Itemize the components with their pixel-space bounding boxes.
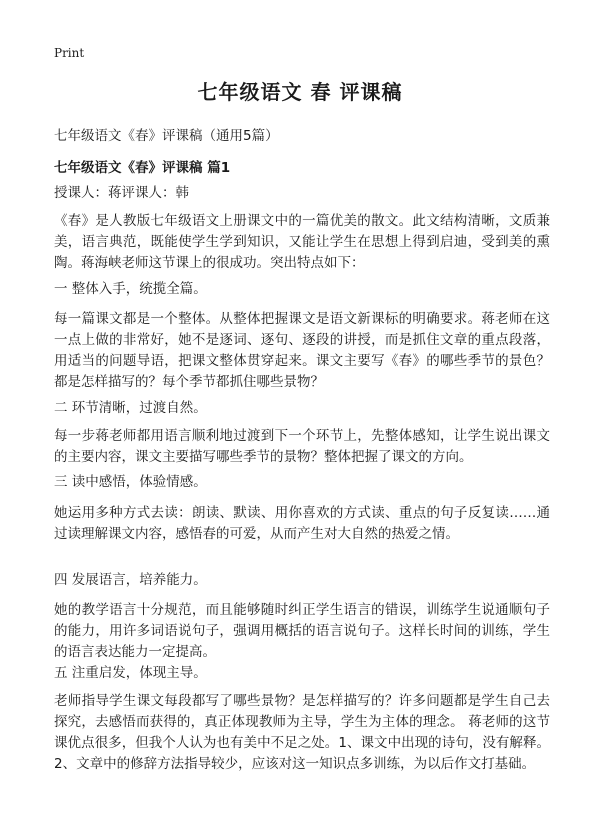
document-subtitle: 七年级语文《春》评课稿（通用5篇） (54, 128, 279, 144)
point-heading: 三 读中感悟，体验情感。 (54, 474, 207, 490)
document-title: 七年级语文 春 评课稿 (197, 80, 403, 104)
section-heading: 七年级语文《春》评课稿 篇1 (54, 160, 231, 176)
credit-line: 授课人：蒋评课人：韩 (54, 185, 189, 201)
point-heading: 一 整体入手，统揽全篇。 (54, 281, 207, 297)
point-paragraph: 每一步蒋老师都用语言顺利地过渡到下一个环节上，先整体感知，让学生说出课文的主要内容，课文主要描写哪些季节的景物？整体把握了课文的方向。 (54, 428, 550, 465)
point-heading: 二 环节清晰，过渡自然。 (54, 400, 207, 416)
point-paragraph: 她运用多种方式去读：朗读、默读、用你喜欢的方式读、重点的句子反复读……通过读理解课文内容，感悟春的可爱，从而产生对大自然的热爱之情。 (54, 505, 550, 542)
point-paragraph: 她的教学语言十分规范，而且能够随时纠正学生语言的错误，训练学生说通顺句子的能力，用许多词语说句子，强调用概括的语言说句子。这样长时间的训练，学生的语言表达能力一定提高。 (54, 602, 550, 660)
intro-paragraph: 《春》是人教版七年级语文上册课文中的一篇优美的散文。此文结构清晰，文质兼美，语言典范，既能使学生学到知识，又能让学生在思想上得到启迪，受到美的熏陶。蒋海峡老师这节课上的很成功。突出特点如下： (54, 213, 550, 271)
print-link[interactable]: Print (54, 46, 85, 60)
point-paragraph: 每一篇课文都是一个整体。从整体把握课文是语文新课标的明确要求。蒋老师在这一点上做的非常好，她不是逐词、逐句、逐段的讲授，而是抓住文章的重点段落，用适当的问题导语，把课文整体贯穿起来。课文主要写《春》的哪些季节的景色？都是怎样描写的？每个季节都抓住哪些景物？ (54, 311, 550, 390)
point-heading: 五 注重启发，体现主导。 (54, 665, 207, 681)
point-paragraph: 老师指导学生课文每段都写了哪些景物？是怎样描写的？许多问题都是学生自己去探究，去感悟而获得的，真正体现教师为主导，学生为主体的理念。 蒋老师的这节课优点很多，但我个人认为也有美中不足之处。1、课文中出现的诗句，没有解释。2、文章中的修辞方法指导较少，应该对这一知识点多训练，为以后作文打基础。 (54, 693, 550, 772)
point-heading: 四 发展语言，培养能力。 (54, 572, 207, 588)
